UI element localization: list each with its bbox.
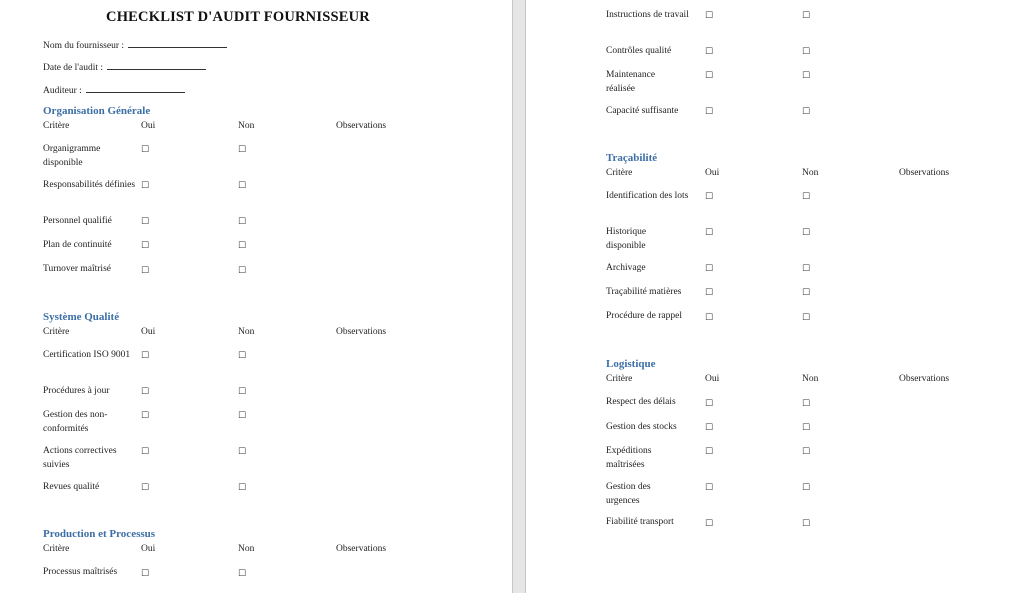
section-title-tracabilite: Traçabilité	[606, 152, 658, 164]
criterion-label: Personnel qualifié	[43, 216, 112, 226]
oui-checkbox[interactable]: ☐	[141, 569, 150, 579]
criterion-label: Procédure de rappel	[606, 311, 682, 321]
criterion-label: Revues qualité	[43, 482, 100, 492]
non-checkbox[interactable]: ☐	[238, 351, 247, 361]
oui-checkbox[interactable]: ☐	[705, 264, 714, 274]
header-critere: Critère	[606, 374, 633, 384]
non-checkbox[interactable]: ☐	[238, 569, 247, 579]
header-observations: Observations	[336, 327, 387, 337]
oui-checkbox[interactable]: ☐	[705, 423, 714, 433]
non-checkbox[interactable]: ☐	[802, 288, 811, 298]
non-checkbox[interactable]: ☐	[238, 447, 247, 457]
non-checkbox[interactable]: ☐	[802, 107, 811, 117]
header-observations: Observations	[899, 168, 950, 178]
criterion-label: Respect des délais	[606, 397, 676, 407]
oui-checkbox[interactable]: ☐	[705, 192, 714, 202]
non-checkbox[interactable]: ☐	[238, 483, 247, 493]
auditor-field	[43, 83, 185, 96]
header-oui: Oui	[141, 121, 156, 131]
criterion-label: Maintenance réalisée	[606, 70, 656, 94]
oui-checkbox[interactable]: ☐	[141, 145, 150, 155]
header-critere: Critère	[43, 544, 70, 554]
non-checkbox[interactable]: ☐	[802, 264, 811, 274]
non-checkbox[interactable]: ☐	[802, 11, 811, 21]
header-non: Non	[238, 544, 255, 554]
criterion-label: Plan de continuité	[43, 240, 112, 250]
header-non: Non	[802, 168, 819, 178]
criterion-label: Gestion des non-conformités	[43, 410, 108, 434]
oui-checkbox[interactable]: ☐	[705, 399, 714, 409]
non-checkbox[interactable]: ☐	[238, 217, 247, 227]
non-checkbox[interactable]: ☐	[238, 181, 247, 191]
header-oui: Oui	[705, 168, 720, 178]
oui-checkbox[interactable]: ☐	[705, 483, 714, 493]
criterion-label: Identification des lots	[606, 191, 689, 201]
section-title-organisation: Organisation Générale	[43, 105, 151, 117]
criterion-label: Responsabilités définies	[43, 180, 136, 190]
non-checkbox[interactable]: ☐	[802, 399, 811, 409]
non-checkbox[interactable]: ☐	[238, 145, 247, 155]
non-checkbox[interactable]: ☐	[802, 483, 811, 493]
oui-checkbox[interactable]: ☐	[705, 71, 714, 81]
audit-date-label: Date de l'audit :	[43, 63, 104, 73]
supplier-name-line[interactable]	[128, 38, 227, 48]
oui-checkbox[interactable]: ☐	[705, 447, 714, 457]
non-checkbox[interactable]: ☐	[238, 411, 247, 421]
criterion-label: Traçabilité matières	[606, 287, 682, 297]
criterion-label: Gestion des urgences	[606, 482, 651, 506]
non-checkbox[interactable]: ☐	[802, 519, 811, 529]
criterion-label: Archivage	[606, 263, 646, 273]
non-checkbox[interactable]: ☐	[802, 71, 811, 81]
oui-checkbox[interactable]: ☐	[141, 483, 150, 493]
header-oui: Oui	[141, 544, 156, 554]
header-critere: Critère	[606, 168, 633, 178]
criterion-label: Actions correctives suivies	[43, 446, 117, 470]
criterion-label: Instructions de travail	[606, 10, 689, 20]
oui-checkbox[interactable]: ☐	[141, 241, 150, 251]
oui-checkbox[interactable]: ☐	[705, 11, 714, 21]
criterion-label: Procédures à jour	[43, 386, 110, 396]
oui-checkbox[interactable]: ☐	[141, 181, 150, 191]
criterion-label: Expéditions maîtrisées	[606, 446, 652, 470]
audit-date-field	[43, 60, 206, 73]
criterion-label: Capacité suffisante	[606, 106, 679, 116]
non-checkbox[interactable]: ☐	[802, 313, 811, 323]
oui-checkbox[interactable]: ☐	[141, 217, 150, 227]
header-oui: Oui	[705, 374, 720, 384]
criterion-label: Fiabilité transport	[606, 517, 674, 527]
oui-checkbox[interactable]: ☐	[705, 47, 714, 57]
oui-checkbox[interactable]: ☐	[705, 288, 714, 298]
header-critere: Critère	[43, 327, 70, 337]
criterion-label: Processus maîtrisés	[43, 567, 118, 577]
header-non: Non	[802, 374, 819, 384]
oui-checkbox[interactable]: ☐	[705, 107, 714, 117]
oui-checkbox[interactable]: ☐	[141, 266, 150, 276]
oui-checkbox[interactable]: ☐	[705, 313, 714, 323]
non-checkbox[interactable]: ☐	[238, 241, 247, 251]
auditor-label: Auditeur :	[43, 86, 82, 96]
header-observations: Observations	[336, 121, 387, 131]
header-critere: Critère	[43, 121, 70, 131]
oui-checkbox[interactable]: ☐	[705, 519, 714, 529]
header-oui: Oui	[141, 327, 156, 337]
criterion-label: Historique disponible	[606, 227, 647, 251]
section-title-production: Production et Processus	[43, 528, 156, 540]
non-checkbox[interactable]: ☐	[238, 266, 247, 276]
header-non: Non	[238, 121, 255, 131]
non-checkbox[interactable]: ☐	[802, 47, 811, 57]
non-checkbox[interactable]: ☐	[802, 423, 811, 433]
oui-checkbox[interactable]: ☐	[141, 411, 150, 421]
criterion-label: Contrôles qualité	[606, 46, 672, 56]
non-checkbox[interactable]: ☐	[802, 192, 811, 202]
document-title: CHECKLIST D'AUDIT FOURNISSEUR	[106, 9, 370, 25]
header-observations: Observations	[899, 374, 950, 384]
oui-checkbox[interactable]: ☐	[141, 447, 150, 457]
section-title-systeme-qualite: Système Qualité	[43, 311, 120, 323]
header-observations: Observations	[336, 544, 387, 554]
supplier-name-label: Nom du fournisseur :	[43, 41, 125, 51]
oui-checkbox[interactable]: ☐	[141, 351, 150, 361]
criterion-label: Organigramme disponible	[43, 144, 101, 168]
oui-checkbox[interactable]: ☐	[141, 387, 150, 397]
audit-date-line[interactable]	[107, 60, 206, 70]
criterion-label: Turnover maîtrisé	[43, 264, 111, 274]
page-gutter	[512, 0, 526, 593]
section-title-logistique: Logistique	[606, 358, 656, 370]
non-checkbox[interactable]: ☐	[238, 387, 247, 397]
criterion-label: Gestion des stocks	[606, 422, 677, 432]
document-page-right	[526, 0, 1020, 593]
oui-checkbox[interactable]: ☐	[705, 228, 714, 238]
criterion-label: Certification ISO 9001	[43, 350, 131, 360]
header-non: Non	[238, 327, 255, 337]
non-checkbox[interactable]: ☐	[802, 228, 811, 238]
auditor-line[interactable]	[86, 83, 185, 93]
supplier-name-field	[43, 38, 227, 51]
non-checkbox[interactable]: ☐	[802, 447, 811, 457]
